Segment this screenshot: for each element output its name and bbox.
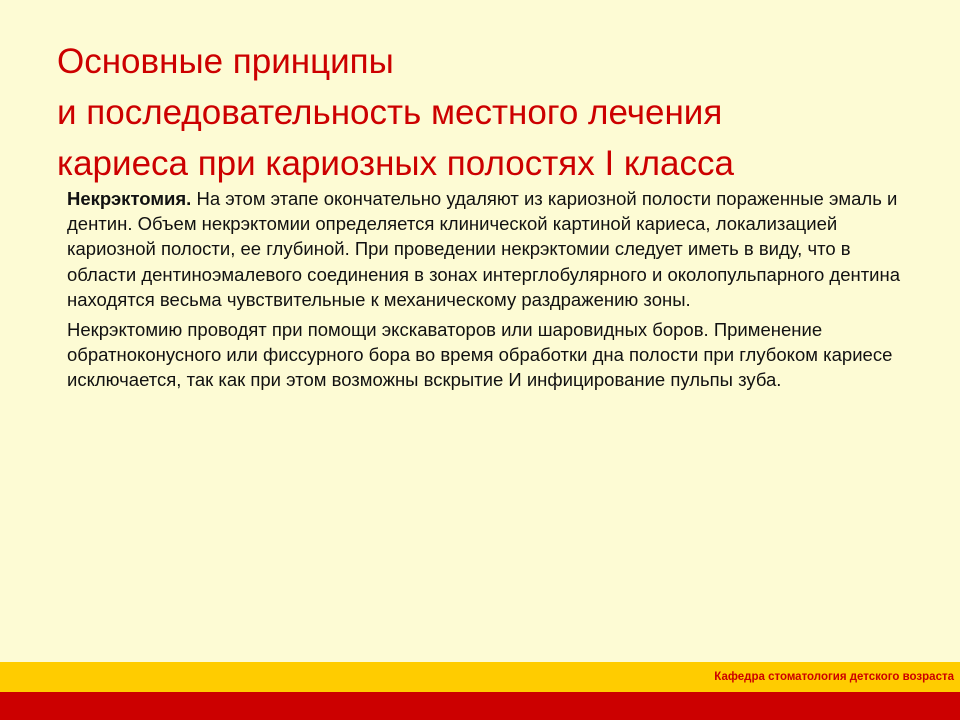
slide-body: [67, 186, 917, 398]
paragraph-necrectomy-tools: Некрэктомию проводят при помощи экскаваторов или шаровидных боров. Применение обратноконусного или фиссурного бора во время обработки дна полости при глубоком кариесе исключается, так как при этом возможны вскрытие И инфицирование пульпы зуба.: [67, 319, 893, 391]
slide-title: [57, 36, 937, 189]
title-line-2: и последовательность местного лечения: [57, 93, 723, 132]
title-line-3: кариеса при кариозных полостях I класса: [57, 144, 734, 183]
footer-department: Кафедра стоматология детского возраста: [714, 671, 954, 683]
footer-band: [0, 662, 960, 692]
title-line-1: Основные принципы: [57, 42, 394, 81]
paragraph-necrectomy-definition: [67, 186, 917, 312]
bottom-bar: [0, 692, 960, 720]
term-necrectomy: Некрэктомия.: [67, 188, 192, 209]
paragraph-1-text: На этом этапе окончательно удаляют из кариозной полости пораженные эмаль и дентин. Объем некрэктомии определяется клинической картиной кариеса, локализацией кариозной полости, ее глубиной. При проведении некрэктомии следует иметь в виду, что в области дентиноэмалевого соединения в зонах интерглобулярного и околопульпарного дентина находятся весьма чувствительные к механическому раздражению зоны.: [67, 188, 901, 310]
